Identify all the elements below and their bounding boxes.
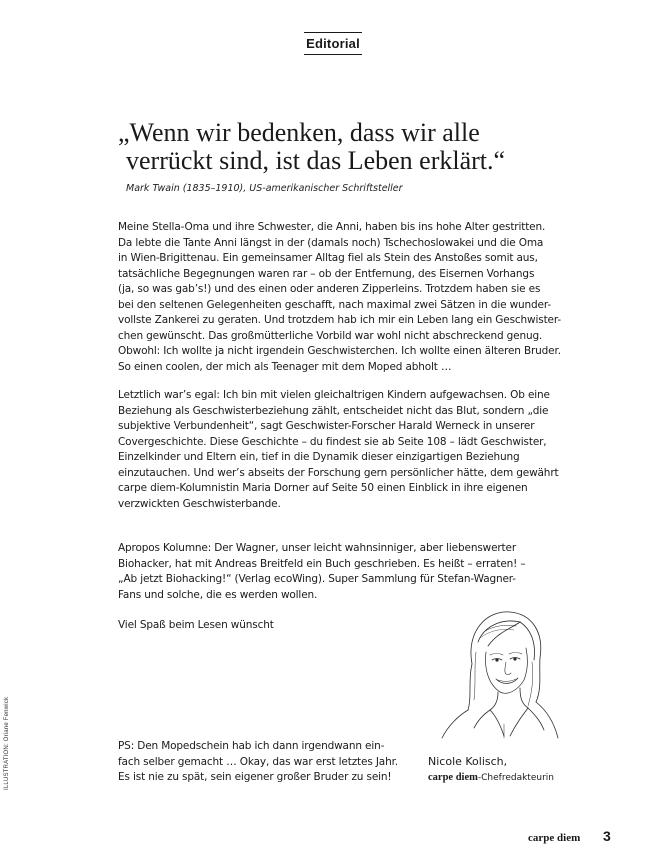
text-line: Beziehung als Geschwisterbeziehung zählt, entscheidet nicht das Blut, sondern „die [118, 404, 549, 417]
text-line: subjektive Verbundenheit“, sagt Geschwister-Forscher Harald Werneck in unserer [118, 420, 535, 432]
text-line: PS: Den Mopedschein hab ich dann irgendwann ein- [118, 740, 385, 752]
pull-quote [118, 119, 588, 175]
text-line: einzutauchen. Und wer’s abseits der Forschung gern persönlicher hätte, dem gewährt [118, 466, 559, 479]
text-line: Biohacker, hat mit Andreas Breitfeld ein Buch geschrieben. Es heißt – erraten! – [118, 557, 526, 570]
text-line: in Wien-Brigittenau. Ein gemeinsamer Alltag fiel als Stein des Anstoßes somit aus, [118, 252, 538, 264]
text-line: Viel Spaß beim Lesen wünscht [118, 619, 274, 631]
text-line: tatsächliche Begegnungen waren rar – ob der Entfernung, des Eisernen Vorhangs [118, 267, 535, 280]
signature-role-text: -Chefredakteurin [477, 773, 554, 783]
text-line: Covergeschichte. Diese Geschichte – du findest sie ab Seite 108 – lädt Geschwister, [118, 435, 547, 448]
text-line: Obwohl: Ich wollte ja nicht irgendein Geschwisterchen. Ich wollte einen älteren Bruder. [118, 345, 561, 357]
text-line: vollste Zankerei zu geraten. Und trotzdem hab ich mir ein Leben lang ein Geschwister- [118, 314, 561, 326]
illustration-credit: ILLUSTRATION: Oriane Fenwick [4, 696, 10, 790]
text-line: „Ab jetzt Biohacking!“ (Verlag ecoWing). Super Sammlung für Stefan-Wagner- [118, 573, 516, 585]
section-label [0, 32, 666, 55]
author-portrait-illustration [428, 602, 568, 740]
text-line: verzwickten Geschwisterbande. [118, 497, 281, 510]
text-line: Apropos Kolumne: Der Wagner, unser leicht wahnsinniger, aber liebenswerter [118, 542, 517, 554]
text-line: Fans und solche, die es werden wollen. [118, 588, 318, 601]
text-line: Einzelkinder und Eltern ein, tief in die Dynamik dieser einzigartigen Beziehung [118, 451, 520, 463]
section-label-text: Editorial [304, 32, 362, 55]
text-line: chen gewünscht. Das großmütterliche Vorbild war wohl nicht abschreckend genug. [118, 329, 543, 342]
paragraph-1 [118, 220, 568, 375]
quote-line-2: verrückt sind, ist das Leben erklärt.“ [126, 146, 506, 175]
text-line: So einen coolen, der mich als Teenager mit dem Moped abholt … [118, 360, 452, 373]
signature-role [428, 772, 554, 783]
text-line: carpe diem-Kolumnistin Maria Dorner auf Seite 50 einen Einblick in ihre eigenen [118, 482, 528, 494]
signature-name: Nicole Kolisch, [428, 755, 508, 768]
quote-attribution: Mark Twain (1835–1910), US-amerikanischer Schriftsteller [126, 183, 403, 194]
quote-line-1: „Wenn wir bedenken, dass wir alle [118, 118, 480, 147]
signature-brand: carpe diem [428, 772, 478, 783]
text-line: fach selber gemacht … Okay, das war erst letztes Jahr. [118, 755, 398, 768]
text-line: (ja, so was gab’s!) und des einen oder anderen Zipperleins. Trotzdem haben sie es [118, 283, 541, 295]
paragraph-3 [118, 541, 568, 603]
paragraph-2 [118, 388, 568, 512]
footer-brand: carpe diem [528, 832, 581, 844]
text-line: bei den seltenen Gelegenheiten geschafft, nach maximal zwei Sätzen in die wunder- [118, 298, 551, 311]
text-line: Da lebte die Tante Anni längst in der (damals noch) Tschechoslowakei und die Oma [118, 236, 544, 249]
text-line: Letztlich war’s egal: Ich bin mit vielen gleichaltrigen Kindern aufgewachsen. Ob eine [118, 389, 550, 401]
page-number: 3 [603, 828, 611, 844]
text-line: Meine Stella-Oma und ihre Schwester, die Anni, haben bis ins hohe Alter gestritten. [118, 221, 546, 233]
text-line: Es ist nie zu spät, sein eigener großer Bruder zu sein! [118, 771, 392, 783]
